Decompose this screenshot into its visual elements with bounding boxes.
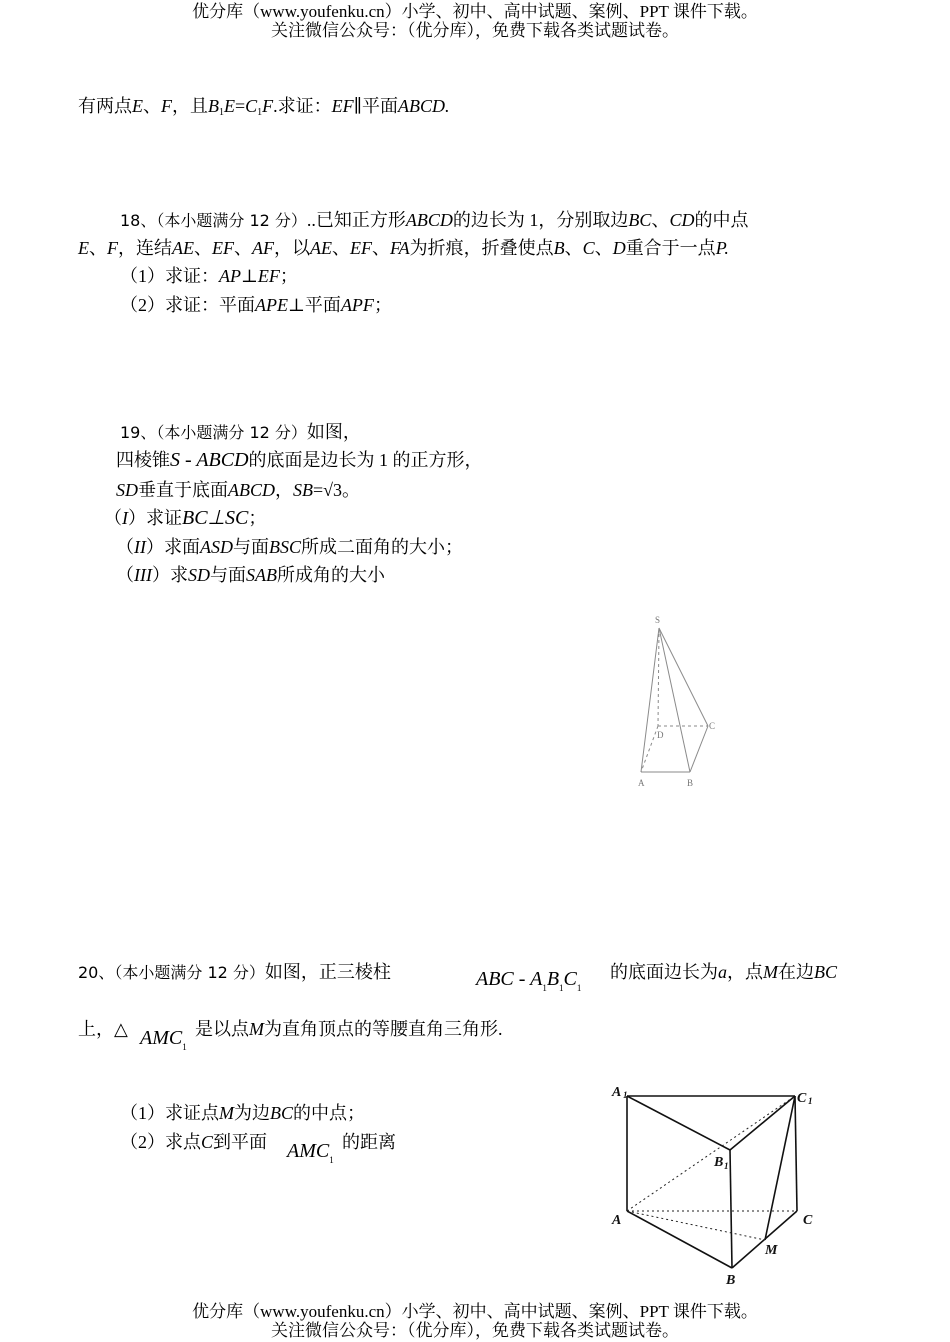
label-B: B <box>687 778 694 788</box>
label-A: A <box>612 1213 622 1228</box>
q20-plane-notation: $AMC_1$ <box>287 1140 334 1165</box>
label-A: A <box>638 778 645 788</box>
label-C: C <box>803 1213 813 1228</box>
label-B: B <box>726 1273 736 1288</box>
label-C: C <box>709 721 716 731</box>
label-B1-sub: 1 <box>724 1161 729 1171</box>
page-footer-line-1: 优分库（www.youfenku.cn）小学、初中、高中试题、案例、PPT 课件下载。 <box>192 1302 758 1321</box>
q20-statement-cont: 的底面边长为a，点M在边BC <box>610 962 838 982</box>
label-C1: C <box>797 1091 807 1106</box>
label-S: S <box>655 615 661 625</box>
q18-number: 18、 <box>120 211 157 230</box>
q20-subquestion-2-end: 的距离 <box>342 1132 396 1152</box>
q18-statement: 18、（本小题满分 12 分）..已知正方形ABCD的边长为 1，分别取边BC、CD的中点 <box>120 210 749 230</box>
q20-number: 20、 <box>78 963 115 982</box>
label-B1: B <box>714 1155 724 1170</box>
label-C1-sub: 1 <box>808 1096 813 1106</box>
label-A1: A <box>612 1085 622 1100</box>
q20-statement: 20、（本小题满分 12 分）如图，正三棱柱 <box>78 962 391 982</box>
q18-points: （本小题满分 12 分） <box>156 211 307 230</box>
q19-line-2: SD垂直于底面ABCD，SB=√3。 <box>116 480 361 500</box>
q20-prism-notation: ABC - $A_1B_1C_1$ <box>476 968 582 993</box>
edge-SA <box>641 628 659 772</box>
q20-line-2-cont: 是以点M为直角顶点的等腰直角三角形. <box>195 1019 503 1039</box>
edge-CC1 <box>795 1096 797 1211</box>
edge-AM <box>627 1211 765 1240</box>
q19-number: 19、 <box>120 423 157 442</box>
edge-BC <box>690 726 708 772</box>
q20-points: （本小题满分 12 分） <box>114 963 265 982</box>
page-header-line-2: 关注微信公众号：（优分库），免费下载各类试题试卷。 <box>271 21 679 40</box>
q19-line-1: 四棱锥S - ABCD的底面是边长为 1 的正方形， <box>116 449 483 471</box>
label-D: D <box>657 730 664 740</box>
label-A1-sub: 1 <box>623 1090 628 1100</box>
q19-subquestion-1: （I）求证BC⊥SC； <box>104 507 267 529</box>
q20-subquestion-2: （2）求点C到平面 <box>120 1132 268 1152</box>
q19-subquestion-3: （III）求SD与面SAB所成角的大小 <box>116 565 385 585</box>
q20-line-2: 上，△ <box>78 1019 128 1039</box>
edge-A1B1 <box>627 1096 730 1150</box>
edge-SB <box>659 628 690 772</box>
q19-points: （本小题满分 12 分） <box>156 423 307 442</box>
q19-heading: 19、（本小题满分 12 分）如图， <box>120 422 361 442</box>
edge-SC <box>659 628 708 726</box>
q18-subquestion-1: （1）求证：AP⊥EF； <box>120 266 298 286</box>
q19-subquestion-2: （II）求面ASD与面BSC所成二面角的大小； <box>116 537 464 557</box>
q17-conclusion: 有两点E、F，且$B_1E=C_1F$.求证：EF∥平面ABCD. <box>78 96 450 118</box>
page-header-line-1: 优分库（www.youfenku.cn）小学、初中、高中试题、案例、PPT 课件下载。 <box>192 2 758 21</box>
page-footer-line-2: 关注微信公众号：（优分库），免费下载各类试题试卷。 <box>271 1321 679 1340</box>
q20-subquestion-1: （1）求证点M为边BC的中点； <box>120 1103 366 1123</box>
edge-BB1 <box>730 1150 732 1268</box>
edge-SD <box>658 628 659 726</box>
prism-figure <box>600 1078 830 1290</box>
q18-subquestion-2: （2）求证：平面APE⊥平面APF； <box>120 295 392 315</box>
edge-AB <box>627 1211 732 1268</box>
pyramid-figure <box>620 610 730 795</box>
label-M: M <box>765 1243 778 1258</box>
q20-triangle-notation: $AMC_1$ <box>140 1027 187 1052</box>
q18-statement-line-2: E、F，连结AE、EF、AF，以AE、EF、FA为折痕，折叠使点B、C、D重合于一点P. <box>78 238 729 258</box>
edge-AC1 <box>627 1096 795 1211</box>
